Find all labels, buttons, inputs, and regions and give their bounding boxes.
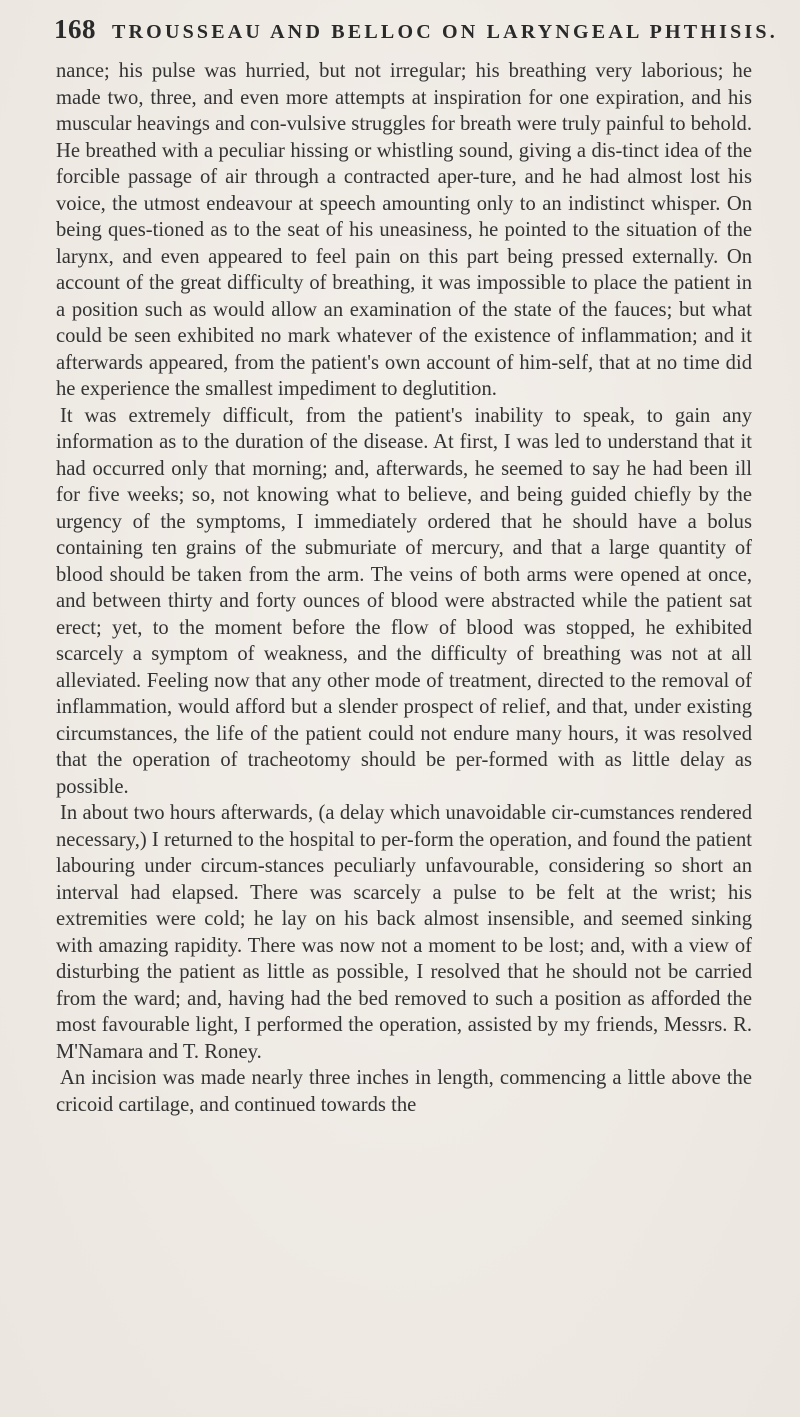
page-header — [54, 14, 778, 50]
page-number: 168 — [54, 14, 96, 44]
body-text — [56, 58, 752, 1118]
running-head: TROUSSEAU AND BELLOC ON LARYNGEAL PHTHISIS. — [112, 21, 778, 43]
paragraph-2: It was extremely difficult, from the patient's inability to speak, to gain any information as to the duration of the disease. At first, I was led to understand that it had occurred only that morning; and, afterwards, he seemed to say he had been ill for five weeks; so, not knowing what to believe, and being guided chiefly by the urgency of the symptoms, I immediately ordered that he should have a bolus containing ten grains of the submuriate of mercury, and that a large quantity of blood should be taken from the arm. The veins of both arms were opened at once, and between thirty and forty ounces of blood were abstracted while the patient sat erect; yet, to the moment before the flow of blood was stopped, he exhibited scarcely a symptom of weakness, and the difficulty of breathing was not at all alleviated. Feeling now that any other mode of treatment, directed to the removal of inflammation, would afford but a slender prospect of relief, and that, under existing circumstances, the life of the patient could not endure many hours, it was resolved that the operation of tracheotomy should be per-formed with as little delay as possible. — [56, 404, 752, 798]
paragraph-4: An incision was made nearly three inches in length, commencing a little above the cricoid cartilage, and continued towards the — [56, 1067, 752, 1116]
paragraph-3: In about two hours afterwards, (a delay which unavoidable cir-cumstances rendered necessary,) I returned to the hospital to per-form the operation, and found the patient labouring under circum-stances peculiarly unfavourable, considering so short an interval had elapsed. There was scarcely a pulse to be felt at the wrist; his extremities were cold; he lay on his back almost insensible, and seemed sinking with amazing rapidity. There was now not a moment to be lost; and, with a view of disturbing the patient as little as possible, I resolved that he should not be carried from the ward; and, having had the bed removed to such a position as afforded the most favourable light, I performed the operation, assisted by my friends, Messrs. R. M'Namara and T. Roney. — [56, 802, 752, 1063]
paragraph-1: nance; his pulse was hurried, but not irregular; his breathing very laborious; he made two, three, and even more attempts at inspiration for one expiration, and his muscular heavings and con-vulsive struggles for breath were truly painful to behold. He breathed with a peculiar hissing or whistling sound, giving a dis-tinct idea of the forcible passage of air through a contracted aper-ture, and he had almost lost his voice, the utmost endeavour at speech amounting only to an indistinct whisper. On being ques-tioned as to the seat of his uneasiness, he pointed to the situation of the larynx, and even appeared to feel pain on this part being pressed externally. On account of the great difficulty of breathing, it was impossible to place the patient in a position such as would allow an examination of the state of the fauces; but what could be seen exhibited no mark whatever of the existence of inflammation; and it afterwards appeared, from the patient's own account of him-self, that at no time did he experience the smallest impediment to deglutition. — [56, 60, 752, 400]
